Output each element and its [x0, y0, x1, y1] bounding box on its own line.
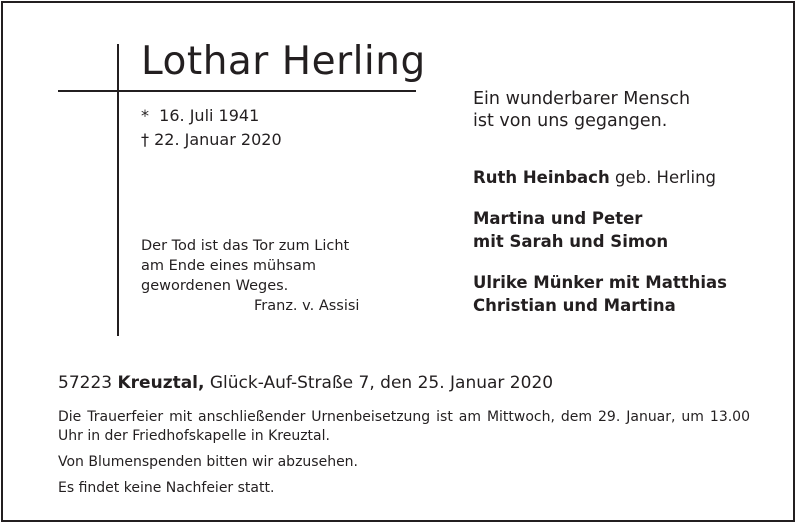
address-postcode: 57223: [58, 373, 113, 393]
no-reception-text: Es findet keine Nachfeier statt.: [58, 480, 275, 496]
quote-line: gewordenen Weges.: [141, 278, 289, 294]
address-line: [58, 372, 553, 394]
death-symbol: †: [141, 130, 149, 149]
tribute-line: Ein wunderbarer Mensch: [473, 89, 691, 109]
cross-horizontal-bar: [58, 90, 416, 92]
life-dates: [141, 104, 282, 152]
mourner-line: [473, 166, 727, 189]
funeral-info: [58, 408, 750, 505]
tribute-line: ist von uns gegangen.: [473, 111, 668, 131]
mourner-line: Martina und Peter: [473, 209, 643, 228]
quote-author: Franz. v. Assisi: [254, 298, 360, 314]
birth-date: 16. Juli 1941: [159, 106, 260, 125]
mourners-list: [473, 166, 727, 335]
deceased-name: Lothar Herling: [141, 39, 426, 84]
tribute-text: [473, 88, 690, 132]
mourner-line: Ulrike Münker mit Matthias: [473, 273, 727, 292]
address-city: Kreuztal,: [117, 373, 205, 393]
mourner-group: [473, 207, 727, 253]
death-date-line: [141, 128, 282, 152]
birth-symbol: *: [141, 106, 149, 125]
mourner-group: [473, 271, 727, 317]
mourner-line: mit Sarah und Simon: [473, 232, 669, 251]
birth-date-line: [141, 104, 282, 128]
quote-line: am Ende eines mühsam: [141, 258, 316, 274]
mourner-suffix: geb. Herling: [614, 168, 716, 187]
mourner-line: Christian und Martina: [473, 296, 676, 315]
funeral-ceremony-text: Die Trauerfeier mit anschließender Urnenbeisetzung ist am Mittwoch, dem 29. Januar, um 13.00 Uhr in der Friedhofskapelle in Kreuztal.: [58, 409, 750, 444]
death-date: 22. Januar 2020: [154, 130, 282, 149]
cross-vertical-bar: [117, 44, 119, 336]
quote: [141, 236, 349, 296]
quote-line: Der Tod ist das Tor zum Licht: [141, 238, 350, 254]
flowers-request-text: Von Blumenspenden bitten wir abzusehen.: [58, 454, 359, 470]
mourner-name: Ruth Heinbach: [473, 168, 610, 187]
mourner-group: [473, 166, 727, 189]
address-street-date: Glück-Auf-Straße 7, den 25. Januar 2020: [209, 373, 554, 393]
